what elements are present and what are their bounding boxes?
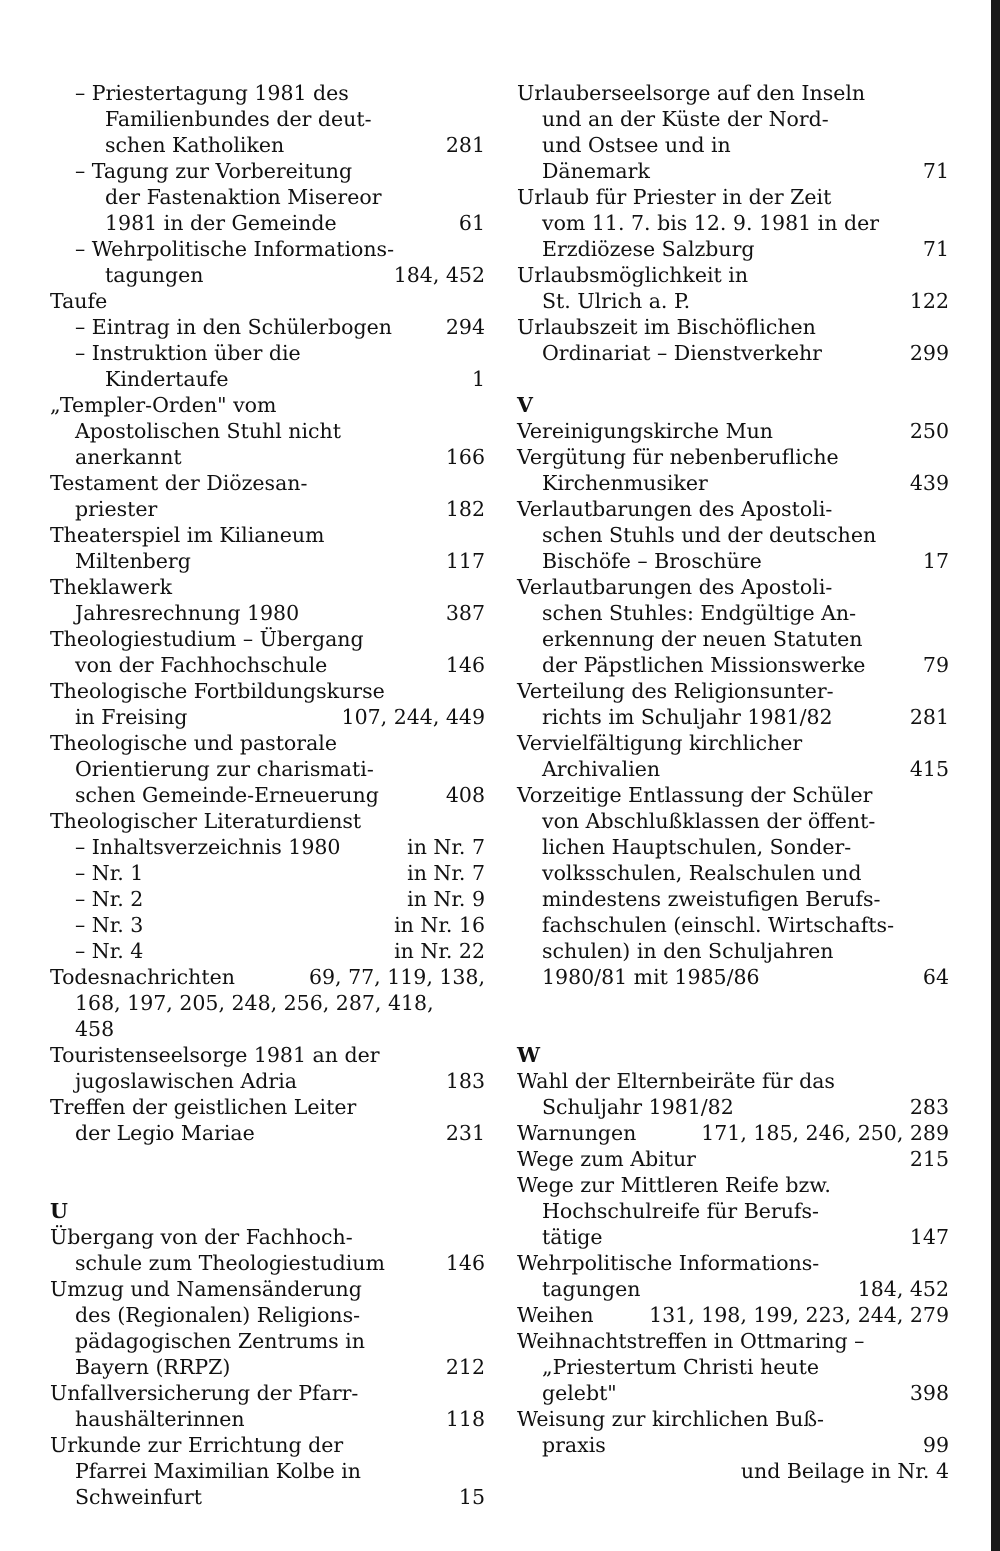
index-entry-line [50,730,485,756]
page-reference: 131, 198, 199, 223, 244, 279 [649,1303,949,1327]
page-reference: 299 [909,341,949,365]
entry-text: Verteilung des Religionsunter- [517,679,834,703]
index-entry-line [50,1250,485,1276]
entry-text: Vereinigungskirche Mun [517,419,773,443]
index-entry-line [517,964,949,990]
index-entry-line [517,912,949,938]
index-entry-line [517,262,949,288]
page-reference: 1 [471,367,485,391]
page-reference: 281 [445,133,485,157]
entry-text: Urkunde zur Errichtung der [50,1433,344,1457]
index-entry-line [517,1276,949,1302]
page-reference: 184, 452 [393,263,485,287]
index-entry-line [50,314,485,340]
entry-text: Wege zur Mittleren Reife bzw. [517,1173,831,1197]
entry-text: „Priestertum Christi heute [542,1355,819,1379]
index-entry-line [50,938,485,964]
index-entry-line [517,1302,949,1328]
index-entry-line [517,548,949,574]
entry-text: der Fastenaktion Misereor [105,185,382,209]
entry-text: Taufe [50,289,108,313]
page-reference: 79 [922,653,949,677]
entry-text: schen Gemeinde-Erneuerung [75,783,379,807]
index-entry-line [50,990,485,1016]
section-spacer [50,1172,485,1198]
index-entry-line [517,158,949,184]
entry-text: tätige [542,1225,603,1249]
entry-text: 458 [75,1017,115,1041]
entry-text: erkennung der neuen Statuten [542,627,863,651]
index-entry-line [517,574,949,600]
page-reference: 69, 77, 119, 138, [308,965,485,989]
entry-text: schen Stuhles: Endgültige An- [542,601,857,625]
entry-text: Theaterspiel im Kilianeum [50,523,325,547]
page-reference: 15 [458,1485,485,1509]
page-reference: 146 [445,1251,485,1275]
entry-text: Schweinfurt [75,1485,202,1509]
entry-text: Verlautbarungen des Apostoli- [517,575,833,599]
index-entry-line [517,236,949,262]
entry-text: schule zum Theologiestudium [75,1251,385,1275]
entry-text: Weihnachtstreffen in Ottmaring – [517,1329,865,1353]
entry-text: Weihen [517,1303,594,1327]
page-reference: 415 [909,757,949,781]
entry-text: anerkannt [75,445,182,469]
entry-text: Dänemark [542,159,650,183]
index-entry-line [50,1068,485,1094]
entry-text: Wege zum Abitur [517,1147,696,1171]
index-entry-line [517,1380,949,1406]
section-spacer [517,366,949,392]
entry-text: Bayern (RRPZ) [75,1355,231,1379]
entry-text: Wahl der Elternbeiräte für das [517,1069,835,1093]
index-entry-line [517,1146,949,1172]
entry-text: tagungen [105,263,204,287]
index-entry-line [50,1302,485,1328]
index-entry-line [50,496,485,522]
index-entry-line [50,80,485,106]
entry-text: Theologische und pastorale [50,731,337,755]
entry-text: Treffen der geistlichen Leiter [50,1095,357,1119]
entry-text: – Eintrag in den Schülerbogen [75,315,392,339]
page-reference: 281 [909,705,949,729]
entry-text: der Päpstlichen Missionswerke [542,653,866,677]
entry-text: praxis [542,1433,606,1457]
entry-text: jugoslawischen Adria [75,1069,297,1093]
index-entry-line [50,1380,485,1406]
index-entry-line [50,1042,485,1068]
entry-text: „Templer-Orden" vom [50,393,277,417]
page-reference: in Nr. 7 [407,835,485,859]
index-entry-line [50,106,485,132]
entry-text: Bischöfe – Broschüre [542,549,762,573]
index-entry-line [517,704,949,730]
index-entry-line [517,1406,949,1432]
entry-text: von Abschlußklassen der öffent- [542,809,876,833]
entry-text: 168, 197, 205, 248, 256, 287, 418, [75,991,434,1015]
entry-text: pädagogischen Zentrums in [75,1329,365,1353]
section-spacer [517,990,949,1016]
page-reference: 166 [445,445,485,469]
entry-text: lichen Hauptschulen, Sonder- [542,835,852,859]
entry-text: und an der Küste der Nord- [542,107,829,131]
index-entry-line [517,756,949,782]
page-reference: in Nr. 16 [394,913,485,937]
index-entry-line [50,418,485,444]
page-reference: 398 [909,1381,949,1405]
index-entry-line [50,600,485,626]
entry-text: Umzug und Namensänderung [50,1277,362,1301]
index-entry-line [517,600,949,626]
index-entry-line [50,1458,485,1484]
entry-text: Vorzeitige Entlassung der Schüler [517,783,873,807]
entry-text: schen Stuhls und der deutschen [542,523,877,547]
index-entry-line [517,106,949,132]
section-letter-heading [517,1042,949,1068]
index-entry-line [50,678,485,704]
index-entry-line [50,704,485,730]
page-reference: 212 [445,1355,485,1379]
entry-text: Jahresrechnung 1980 [75,601,300,625]
entry-text: vom 11. 7. bis 12. 9. 1981 in der [542,211,879,235]
page-reference: 71 [922,237,949,261]
entry-text: Vervielfältigung kirchlicher [517,731,803,755]
entry-text: – Wehrpolitische Informations- [75,237,395,261]
index-entry-line [50,392,485,418]
entry-text: Familienbundes der deut- [105,107,372,131]
entry-text: richts im Schuljahr 1981/82 [542,705,833,729]
page-reference: 117 [445,549,485,573]
index-entry-line [517,1250,949,1276]
page-reference: 231 [445,1121,485,1145]
index-entry-line [50,548,485,574]
index-entry-line [50,184,485,210]
entry-text: – Nr. 3 [75,913,144,937]
entry-text: Todesnachrichten [50,965,235,989]
index-entry-line [50,964,485,990]
index-entry-line [517,1094,949,1120]
entry-text: Ordinariat – Dienstverkehr [542,341,822,365]
right-index-column [517,80,949,1484]
entry-text: Vergütung für nebenberufliche [517,445,839,469]
entry-text: Urlaub für Priester in der Zeit [517,185,832,209]
page-reference: 107, 244, 449 [341,705,485,729]
section-letter-heading [50,1198,485,1224]
index-entry-line [50,782,485,808]
entry-text: priester [75,497,158,521]
entry-text: Schuljahr 1981/82 [542,1095,734,1119]
section-letter: W [517,1043,541,1067]
index-entry-line [50,834,485,860]
page-reference: 439 [909,471,949,495]
entry-text: mindestens zweistufigen Berufs- [542,887,881,911]
index-entry-line [517,1068,949,1094]
index-entry-line [517,678,949,704]
entry-text: Hochschulreife für Berufs- [542,1199,819,1223]
index-entry-line [50,1406,485,1432]
entry-text: – Nr. 2 [75,887,144,911]
index-entry-line [517,626,949,652]
index-entry-line [50,1484,485,1510]
entry-text: Testament der Diözesan- [50,471,308,495]
section-spacer [50,1146,485,1172]
index-entry-line [50,288,485,314]
entry-text: Verlautbarungen des Apostoli- [517,497,833,521]
entry-text: in Freising [75,705,188,729]
entry-text: Wehrpolitische Informations- [517,1251,820,1275]
entry-text: gelebt" [542,1381,617,1405]
index-entry-line [517,834,949,860]
index-entry-line [50,756,485,782]
index-entry-line [517,340,949,366]
index-entry-line [50,886,485,912]
index-entry-line [50,1276,485,1302]
page-reference: 183 [445,1069,485,1093]
entry-text: schulen) in den Schuljahren [542,939,834,963]
page-reference: 215 [909,1147,949,1171]
entry-text: Orientierung zur charismati- [75,757,374,781]
left-index-column [50,80,485,1510]
entry-text: – Tagung zur Vorbereitung [75,159,353,183]
entry-text: Theologischer Literaturdienst [50,809,362,833]
entry-text: haushälterinnen [75,1407,245,1431]
page-edge-shadow [991,0,1000,1551]
index-entry-line [517,132,949,158]
page-reference: 146 [445,653,485,677]
index-entry-line [50,522,485,548]
page-reference: 118 [445,1407,485,1431]
index-entry-line [517,522,949,548]
index-entry-line [517,938,949,964]
entry-text: tagungen [542,1277,641,1301]
index-entry-line [50,912,485,938]
index-entry-line [50,1094,485,1120]
index-entry-line [50,236,485,262]
entry-text: Kirchenmusiker [542,471,708,495]
index-entry-line [517,418,949,444]
index-entry-line [517,1224,949,1250]
entry-text: Unfallversicherung der Pfarr- [50,1381,359,1405]
entry-text: von der Fachhochschule [75,653,328,677]
entry-text: Apostolischen Stuhl nicht [75,419,341,443]
index-entry-line [50,366,485,392]
entry-text: fachschulen (einschl. Wirtschafts- [542,913,894,937]
page-reference: 61 [458,211,485,235]
index-entry-line [517,652,949,678]
entry-text: 1981 in der Gemeinde [105,211,337,235]
page-reference: und Beilage in Nr. 4 [740,1459,949,1483]
entry-text: Theologische Fortbildungskurse [50,679,385,703]
index-entry-line [517,1328,949,1354]
entry-text: Theklawerk [50,575,173,599]
index-entry-line [50,210,485,236]
entry-text: und Ostsee und in [542,133,731,157]
section-letter-heading [517,392,949,418]
page-reference: 17 [922,549,949,573]
index-entry-line [517,782,949,808]
index-entry-line [50,1432,485,1458]
page-reference: 99 [922,1433,949,1457]
index-entry-line [50,1016,485,1042]
index-entry-line [517,1432,949,1458]
page-reference: 122 [909,289,949,313]
page-reference: 71 [922,159,949,183]
index-entry-line [50,1224,485,1250]
page-reference: 184, 452 [857,1277,949,1301]
index-entry-line [50,470,485,496]
entry-text: Theologiestudium – Übergang [50,627,364,651]
section-letter: V [517,393,533,417]
index-entry-line [50,132,485,158]
index-entry-line [517,886,949,912]
index-entry-line [50,262,485,288]
page-reference: 147 [909,1225,949,1249]
section-letter: U [50,1199,68,1223]
entry-text: Kindertaufe [105,367,229,391]
entry-text: Erzdiözese Salzburg [542,237,755,261]
entry-text: – Priestertagung 1981 des [75,81,349,105]
index-entry-line [517,730,949,756]
page-reference: 294 [445,315,485,339]
page-reference: 64 [922,965,949,989]
entry-text: – Nr. 4 [75,939,144,963]
entry-text: St. Ulrich a. P. [542,289,691,313]
index-entry-line [517,470,949,496]
entry-text: Weisung zur kirchlichen Buß- [517,1407,824,1431]
page-reference: 283 [909,1095,949,1119]
entry-text: Urlaubsmöglichkeit in [517,263,749,287]
entry-text: der Legio Mariae [75,1121,255,1145]
page-reference: 387 [445,601,485,625]
index-entry-line [50,1354,485,1380]
index-entry-line [517,1172,949,1198]
entry-text: Touristenseelsorge 1981 an der [50,1043,380,1067]
entry-text: Urlaubszeit im Bischöflichen [517,315,816,339]
section-spacer [517,1016,949,1042]
entry-text: Archivalien [542,757,661,781]
page-reference: in Nr. 22 [394,939,485,963]
index-entry-line [517,1198,949,1224]
entry-text: Warnungen [517,1121,637,1145]
page-reference: 408 [445,783,485,807]
index-entry-line [517,80,949,106]
page-reference: 182 [445,497,485,521]
index-entry-line [50,444,485,470]
page-reference: 250 [909,419,949,443]
index-entry-line [50,1328,485,1354]
entry-text: volksschulen, Realschulen und [542,861,862,885]
entry-text: Übergang von der Fachhoch- [50,1225,353,1249]
entry-text: – Inhaltsverzeichnis 1980 [75,835,341,859]
index-entry-line [517,1458,949,1484]
index-entry-line [50,626,485,652]
entry-text: 1980/81 mit 1985/86 [542,965,760,989]
index-entry-line [517,1120,949,1146]
index-entry-line [517,314,949,340]
index-entry-line [517,184,949,210]
index-entry-line [50,574,485,600]
entry-text: des (Regionalen) Religions- [75,1303,361,1327]
index-entry-line [50,860,485,886]
entry-text: Pfarrei Maximilian Kolbe in [75,1459,361,1483]
page-reference: in Nr. 9 [407,887,485,911]
index-entry-line [50,808,485,834]
entry-text: Miltenberg [75,549,191,573]
entry-text: Urlauberseelsorge auf den Inseln [517,81,866,105]
page-reference: 171, 185, 246, 250, 289 [701,1121,949,1145]
entry-text: – Nr. 1 [75,861,144,885]
index-entry-line [50,1120,485,1146]
index-entry-line [517,210,949,236]
index-entry-line [517,808,949,834]
entry-text: – Instruktion über die [75,341,301,365]
index-entry-line [50,158,485,184]
index-entry-line [517,288,949,314]
entry-text: schen Katholiken [105,133,285,157]
index-entry-line [517,444,949,470]
index-entry-line [50,340,485,366]
index-entry-line [517,496,949,522]
index-entry-line [50,652,485,678]
page-reference: in Nr. 7 [407,861,485,885]
index-entry-line [517,1354,949,1380]
index-entry-line [517,860,949,886]
